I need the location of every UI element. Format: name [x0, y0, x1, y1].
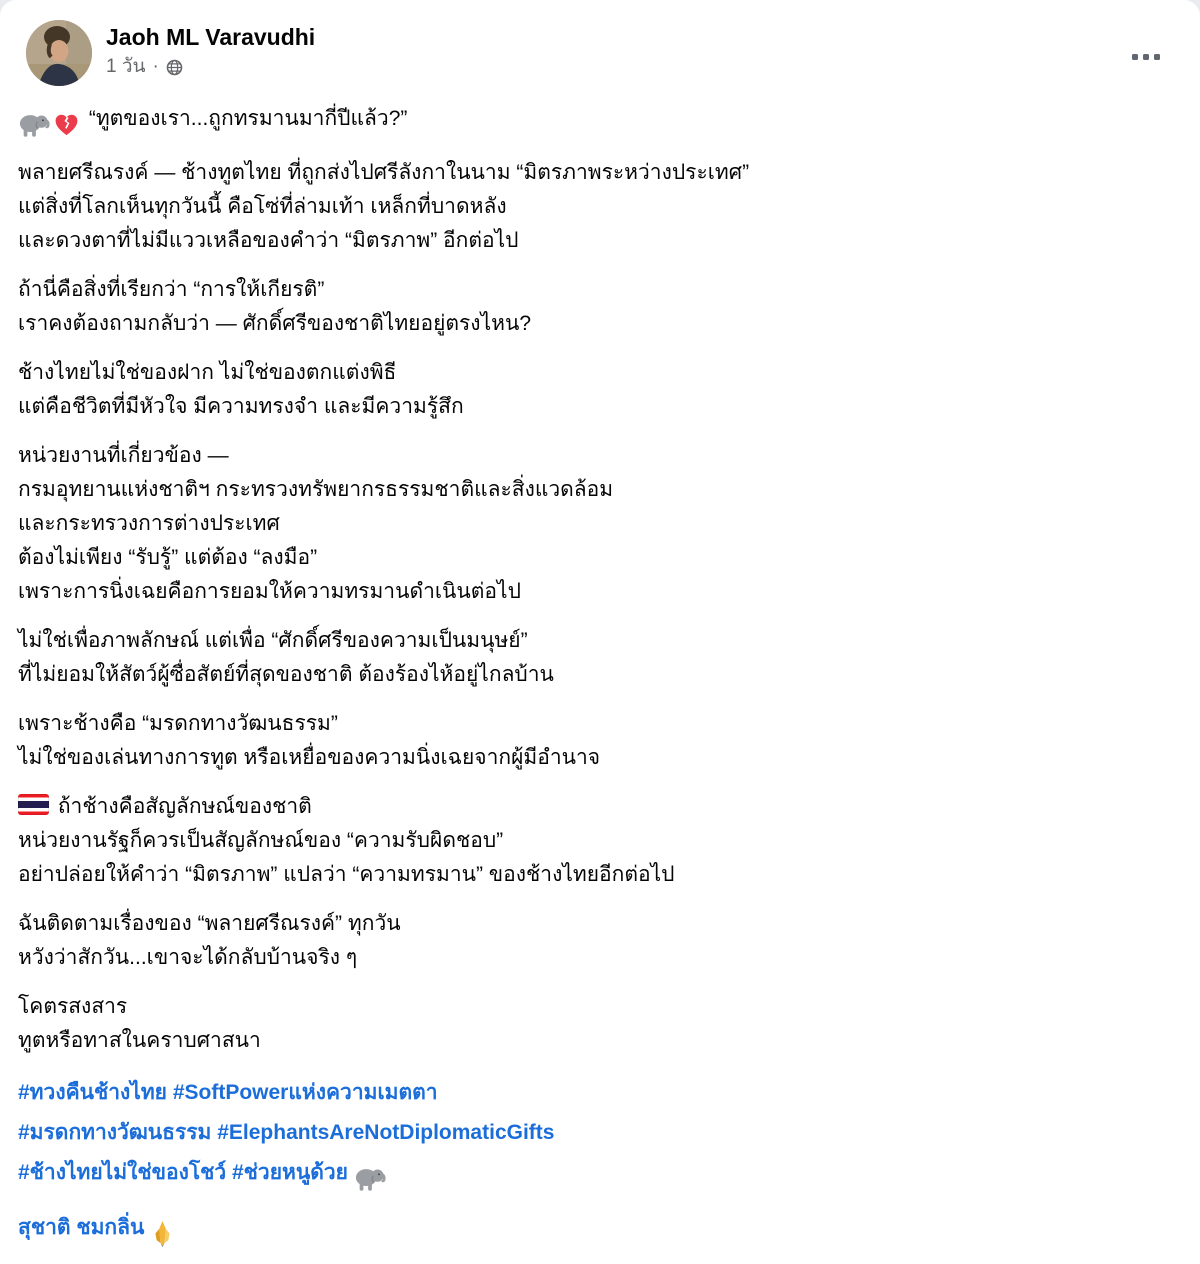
hashtag-link[interactable]: #SoftPowerแห่งความเมตตา: [172, 1081, 438, 1104]
mention-link[interactable]: สุชาติ ชมกลิ่น: [18, 1216, 145, 1239]
ellipsis-dot: [1154, 54, 1160, 60]
post-paragraph: ถ้านี่คือสิ่งที่เรียกว่า “การให้เกียรติ” เราคงต้องถามกลับว่า — ศักดิ์ศรีของชาติไทยอยู่ตรงไหน?: [18, 278, 532, 335]
timestamp[interactable]: 1 วัน: [106, 56, 146, 77]
hashtag-link[interactable]: #ช่วยหนูด้วย: [232, 1161, 348, 1184]
praying-hands-icon: [150, 1213, 175, 1253]
post-paragraph: ช้างไทยไม่ใช่ของฝาก ไม่ใช่ของตกแต่งพิธี แต่คือชีวิตที่มีหัวใจ มีความทรงจำ และมีความรู้สึก: [18, 361, 464, 418]
hashtag-link[interactable]: #ช้างไทยไม่ใช่ของโชว์: [18, 1161, 227, 1184]
avatar-image: [26, 20, 92, 86]
mention-paragraph: [18, 1208, 1184, 1253]
more-options-button[interactable]: [1126, 44, 1166, 70]
post-paragraph: โคตรสงสาร ทูตหรือทาสในคราบศาสนา: [18, 995, 261, 1052]
post-paragraph: ไม่ใช่เพื่อภาพลักษณ์ แต่เพื่อ “ศักดิ์ศรีของความเป็นมนุษย์” ที่ไม่ยอมให้สัตว์ผู้ซื่อสัตย์ที่สุดของชาติ ต้องร้องไห้อยู่ไกลบ้าน: [18, 629, 554, 686]
elephant-icon: [354, 1158, 386, 1198]
hashtags-paragraph: [18, 1073, 1184, 1198]
hashtag-link[interactable]: #มรดกทางวัฒนธรรม: [18, 1121, 212, 1144]
post-paragraph: ฉันติดตามเรื่องของ “พลายศรีณรงค์” ทุกวัน หวังว่าสักวัน...เขาจะได้กลับบ้านจริง ๆ: [18, 912, 401, 969]
broken-heart-icon: [53, 107, 80, 141]
post-paragraph: พลายศรีณรงค์ — ช้างทูตไทย ที่ถูกส่งไปศรีลังกาในนาม “มิตรภาพระหว่างประเทศ” แต่สิ่งที่โลกเห็นทุกวันนี้ คือโซ่ที่ล่ามเท้า เหล็กที่บาดหลัง และดวงตาที่ไม่มีแววเหลือของคำว่า “มิตรภาพ” อีกต่อไป: [18, 161, 750, 252]
elephant-icon: [18, 107, 50, 141]
post-paragraph: “ทูตของเรา...ถูกทรมานมากี่ปีแล้ว?”: [18, 102, 1184, 141]
post-header: [16, 20, 1184, 86]
meta-separator: ·: [152, 56, 159, 77]
hashtag-link[interactable]: #ElephantsAreNotDiplomaticGifts: [217, 1121, 555, 1144]
thai-flag-icon: [18, 794, 49, 815]
post-paragraph: เพราะช้างคือ “มรดกทางวัฒนธรรม” ไม่ใช่ของเล่นทางการทูต หรือเหยื่อของความนิ่งเฉยจากผู้มีอำนาจ: [18, 712, 601, 769]
avatar[interactable]: [26, 20, 92, 86]
globe-icon: [166, 59, 183, 76]
post-paragraph: ถ้าช้างคือสัญลักษณ์ของชาติ หน่วยงานรัฐก็ควรเป็นสัญลักษณ์ของ “ความรับผิดชอบ” อย่าปล่อยให้คำว่า “มิตรภาพ” แปลว่า “ความทรมาน” ของช้างไทยอีกต่อไป: [18, 795, 675, 886]
ellipsis-dot: [1143, 54, 1149, 60]
post-meta: [106, 56, 315, 78]
post-paragraph: หน่วยงานที่เกี่ยวข้อง — กรมอุทยานแห่งชาติฯ กระทรวงทรัพยากรธรรมชาติและสิ่งแวดล้อม และกระทรวงการต่างประเทศ ต้องไม่เพียง “รับรู้” แต่ต้อง “ลงมือ” เพราะการนิ่งเฉยคือการยอมให้ความทรมานดำเนินต่อไป: [18, 444, 614, 603]
ellipsis-dot: [1132, 54, 1138, 60]
hashtag-link[interactable]: #ทวงคืนช้างไทย: [18, 1081, 167, 1104]
header-text: [106, 20, 315, 78]
post-content: [16, 102, 1184, 1253]
author-name[interactable]: Jaoh ML Varavudhi: [106, 24, 316, 50]
